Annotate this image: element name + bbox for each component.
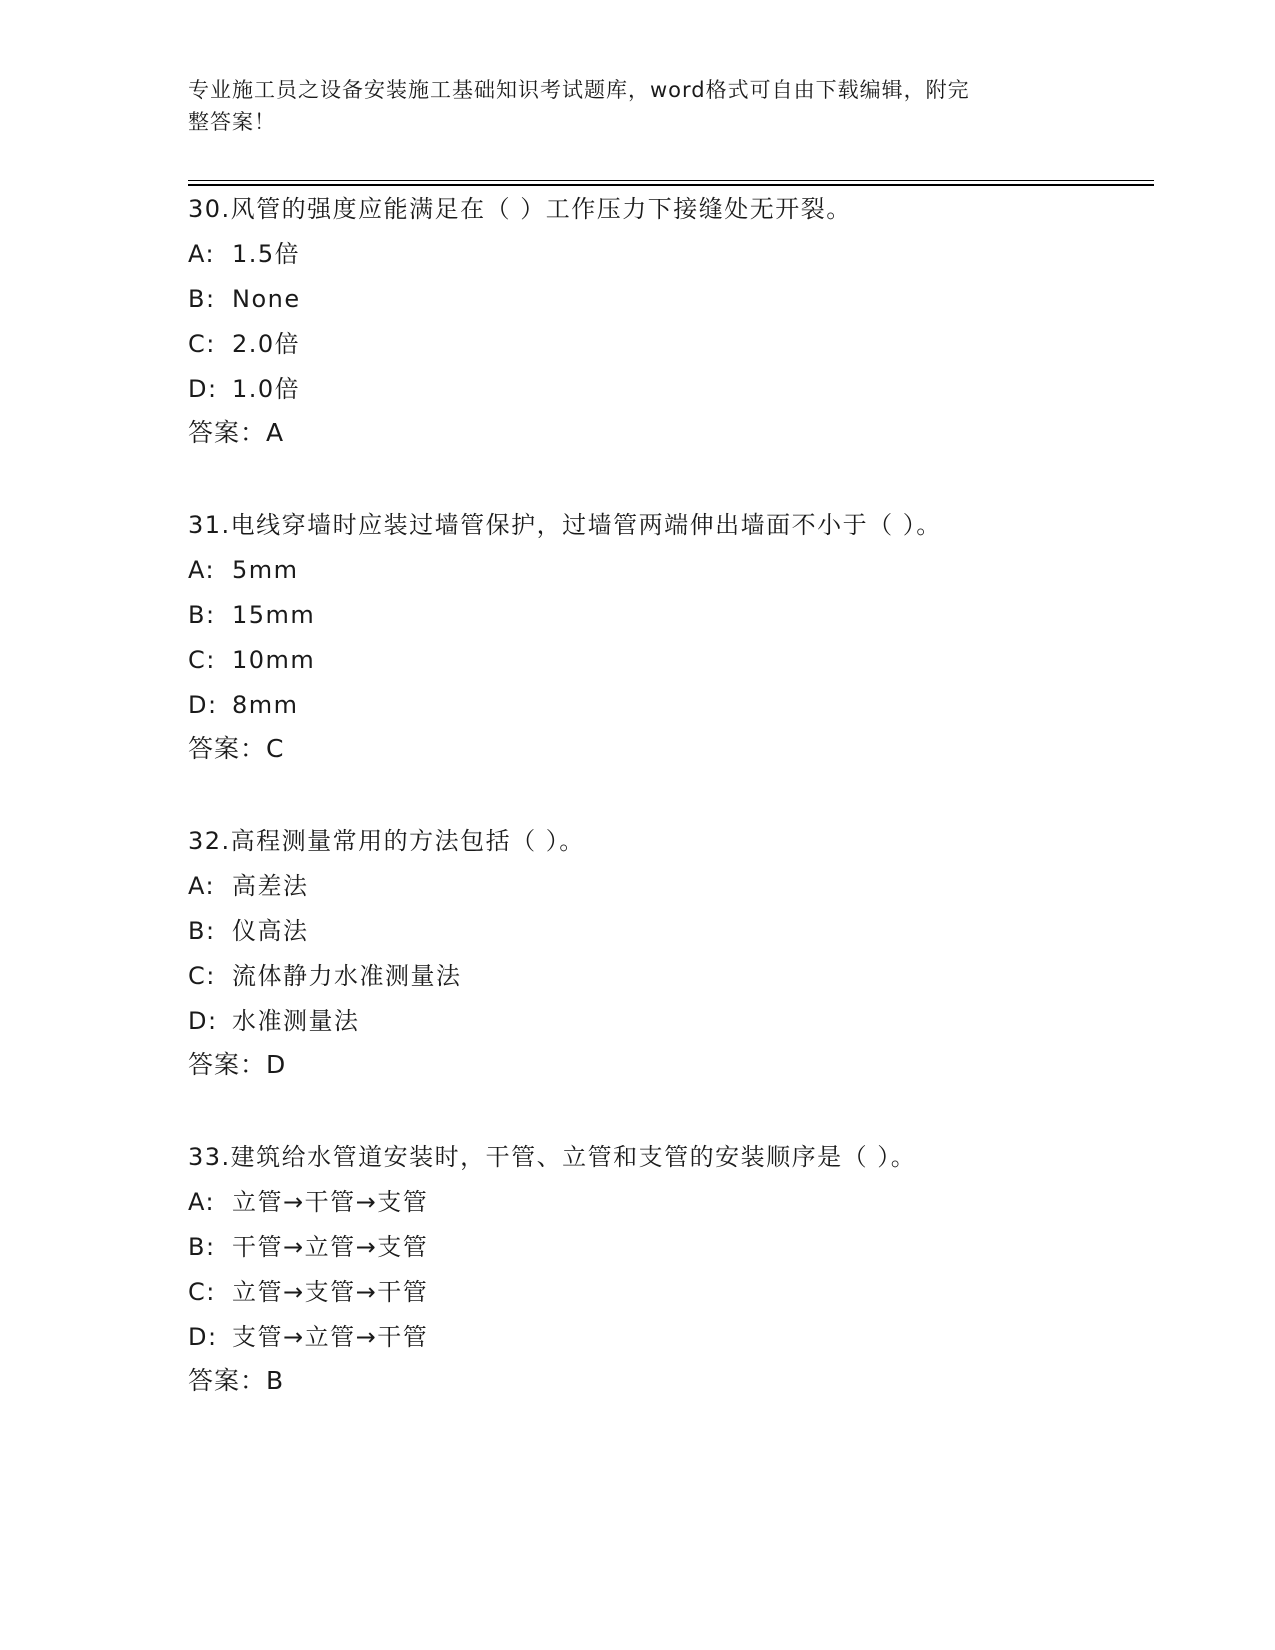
option-c [188,961,462,991]
answer-label: 答案：A [188,418,285,447]
header-line-2: 整答案！ [188,110,276,134]
document-header [188,74,1068,138]
option-text: 5mm [232,556,299,584]
option-b [188,600,315,630]
question-title: 32.高程测量常用的方法包括（ ）。 [188,827,585,855]
option-key: C: [188,646,216,674]
option-text: 仪高法 [232,917,309,945]
option-key: C: [188,330,216,358]
option-d [188,1322,428,1352]
option-a [188,871,309,901]
option-b [188,916,309,946]
option-c [188,329,300,359]
option-text: 1.5倍 [232,240,301,268]
option-key: A: [188,240,216,268]
option-a [188,239,300,269]
option-key: D: [188,1323,218,1351]
option-a [188,1187,428,1217]
option-d [188,1006,360,1036]
option-text: 干管→立管→支管 [232,1233,429,1261]
option-c [188,1277,428,1307]
option-text: 立管→干管→支管 [232,1188,429,1216]
answer-label: 答案：B [188,1366,285,1395]
option-d [188,690,299,720]
option-text: 流体静力水准测量法 [232,962,462,990]
option-text: 立管→支管→干管 [232,1278,429,1306]
option-text: 1.0倍 [232,375,301,403]
option-text: 2.0倍 [232,330,301,358]
option-d [188,374,300,404]
option-key: B: [188,285,216,313]
option-b [188,1232,428,1262]
header-line-1: 专业施工员之设备安装施工基础知识考试题库，word格式可自由下载编辑，附完 [188,78,970,102]
option-text: 高差法 [232,872,309,900]
option-key: D: [188,1007,218,1035]
answer-label: 答案：C [188,734,285,763]
option-key: A: [188,1188,216,1216]
option-text: None [232,285,301,313]
option-key: D: [188,691,218,719]
option-key: B: [188,1233,216,1261]
answer-label: 答案：D [188,1050,287,1079]
question-title: 33.建筑给水管道安装时，干管、立管和支管的安装顺序是（ ）。 [188,1143,917,1171]
option-a [188,555,299,585]
header-divider-thick [188,184,1154,186]
option-key: A: [188,556,216,584]
option-text: 15mm [232,601,316,629]
question-title: 30.风管的强度应能满足在（ ）工作压力下接缝处无开裂。 [188,195,852,223]
option-key: C: [188,962,216,990]
header-divider-thin [188,180,1154,181]
option-key: D: [188,375,218,403]
option-key: C: [188,1278,216,1306]
option-text: 8mm [232,691,299,719]
option-text: 10mm [232,646,316,674]
question-title: 31.电线穿墙时应装过墙管保护，过墙管两端伸出墙面不小于（ ）。 [188,511,942,539]
option-text: 支管→立管→干管 [232,1323,429,1351]
option-key: A: [188,872,216,900]
option-b [188,284,301,314]
option-key: B: [188,917,216,945]
option-text: 水准测量法 [232,1007,360,1035]
option-c [188,645,315,675]
option-key: B: [188,601,216,629]
